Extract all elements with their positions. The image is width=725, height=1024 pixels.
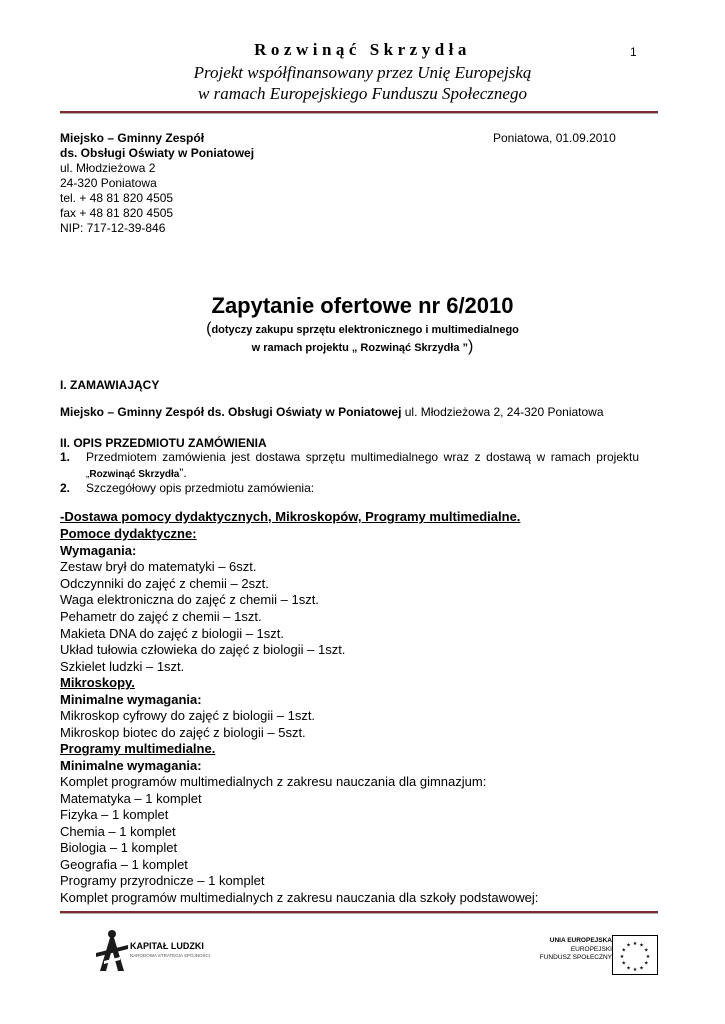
- sender-nip: NIP: 717-12-39-846: [60, 221, 166, 235]
- open-parenthesis: (: [206, 320, 212, 337]
- list-item: Zestaw brył do matematyki – 6szt.: [60, 559, 257, 574]
- header-divider: [60, 111, 658, 114]
- item2-text: Szczegółowy opis przedmiotu zamówienia:: [86, 481, 315, 495]
- open-quote: „: [86, 469, 90, 480]
- item1-number: 1.: [60, 450, 71, 464]
- requirements-label: Wymagania:: [60, 543, 137, 558]
- fund-line: w ramach Europejskiego Funduszu Społecznego: [198, 84, 527, 103]
- primary-intro: Komplet programów multimedialnych z zakresu nauczania dla szkoły podstawowej:: [60, 890, 539, 905]
- software-heading: Programy multimedialne.: [60, 741, 216, 756]
- list-item: Chemia – 1 komplet: [60, 824, 176, 839]
- sender-name-line2: ds. Obsługi Oświaty w Poniatowej: [60, 146, 255, 160]
- svg-text:★: ★: [644, 947, 649, 954]
- teaching-aids-heading: Pomoce dydaktyczne:: [60, 526, 197, 541]
- sender-tel: tel. + 48 81 820 4505: [60, 191, 174, 205]
- item1-project-name: [86, 466, 187, 480]
- eu-text-block: [520, 937, 612, 963]
- sender-name-line1: Miejsko – Gminny Zespół: [60, 131, 205, 145]
- sender-fax: fax + 48 81 820 4505: [60, 206, 174, 220]
- subtitle-text1: dotyczy zakupu sprzętu elektronicznego i multimedialnego: [211, 324, 519, 336]
- svg-text:★: ★: [644, 960, 649, 967]
- eu-flag-icon: [612, 935, 658, 975]
- gymnasium-intro: Komplet programów multimedialnych z zakresu nauczania dla gimnazjum:: [60, 774, 487, 789]
- project-name: Rozwinąć Skrzydła: [89, 469, 180, 480]
- svg-text:★: ★: [626, 942, 631, 949]
- eu-line1: UNIA EUROPEJSKA: [549, 937, 612, 944]
- close-parenthesis: ): [468, 338, 474, 355]
- list-item: Biologia – 1 komplet: [60, 840, 178, 855]
- eu-line3: FUNDUSZ SPOŁECZNY: [539, 954, 612, 961]
- svg-text:★: ★: [632, 941, 638, 947]
- list-item: Geografia – 1 komplet: [60, 857, 188, 872]
- svg-text:★: ★: [626, 965, 631, 972]
- list-item: Pehametr do zajęć z chemii – 1szt.: [60, 609, 262, 624]
- kapital-ludzki-title: KAPITAŁ LUDZKI: [130, 941, 204, 951]
- document-title: Zapytanie ofertowe nr 6/2010: [211, 293, 514, 318]
- cofinancing-line: Projekt współfinansowany przez Unię Europejską: [193, 63, 532, 82]
- svg-text:★: ★: [645, 954, 651, 960]
- list-item: Mikroskop biotec do zajęć z biologii – 5szt.: [60, 725, 306, 740]
- svg-text:★: ★: [632, 967, 638, 973]
- subtitle-text2: w ramach projektu „ Rozwinąć Skrzydła ”: [251, 342, 469, 354]
- list-item: Waga elektroniczna do zajęć z chemii – 1szt.: [60, 592, 319, 607]
- sender-city: 24-320 Poniatowa: [60, 176, 157, 190]
- min-requirements-label: Minimalne wymagania:: [60, 692, 202, 707]
- page-number: 1: [630, 45, 637, 59]
- kapital-ludzki-subtitle: NARODOWA STRATEGIA SPÓJNOŚCI: [130, 953, 211, 958]
- document-subtitle-line1: [0, 320, 725, 338]
- sender-street: ul. Młodzieżowa 2: [60, 161, 156, 175]
- close-quote: ”.: [179, 466, 187, 480]
- microscopes-heading: Mikroskopy.: [60, 675, 135, 690]
- project-title: Rozwinąć Skrzydła: [254, 40, 471, 59]
- svg-text:★: ★: [639, 965, 644, 972]
- kapital-ludzki-emblem-icon: [92, 927, 132, 973]
- list-item: Odczynniki do zajęć z chemii – 2szt.: [60, 576, 269, 591]
- list-item: Mikroskop cyfrowy do zajęć z biologii – 1szt.: [60, 708, 316, 723]
- item1-text: Przedmiotem zamówienia jest dostawa sprzętu multimedialnego wraz z dostawą w ramach projektu: [86, 450, 639, 464]
- details-main-heading: -Dostawa pomocy dydaktycznych, Mikroskopów, Programy multimedialne.: [60, 509, 521, 524]
- list-item: Fizyka – 1 komplet: [60, 807, 169, 822]
- item2-number: 2.: [60, 481, 71, 495]
- section2-heading: II. OPIS PRZEDMIOTU ZAMÓWIENIA: [60, 436, 267, 450]
- svg-text:★: ★: [621, 960, 626, 967]
- document-subtitle-line2: [0, 338, 725, 356]
- svg-text:★: ★: [621, 947, 626, 954]
- eu-stars-icon: [613, 936, 657, 974]
- footer-divider: [60, 911, 658, 914]
- section1-body: [60, 405, 660, 419]
- list-item: Szkielet ludzki – 1szt.: [60, 659, 185, 674]
- section1-heading: I. ZAMAWIAJĄCY: [60, 378, 160, 392]
- list-item: Matematyka – 1 komplet: [60, 791, 202, 806]
- svg-text:★: ★: [639, 942, 644, 949]
- orderer-address: ul. Młodzieżowa 2, 24-320 Poniatowa: [401, 405, 604, 419]
- orderer-name: Miejsko – Gminny Zespół ds. Obsługi Oświaty w Poniatowej: [60, 405, 402, 419]
- list-item: Układ tułowia człowieka do zajęć z biologii – 1szt.: [60, 642, 346, 657]
- kapital-ludzki-logo: [92, 927, 222, 973]
- document-date: Poniatowa, 01.09.2010: [493, 131, 616, 145]
- list-item: Programy przyrodnicze – 1 komplet: [60, 873, 265, 888]
- min-requirements-label: Minimalne wymagania:: [60, 758, 202, 773]
- eu-line2: EUROPEJSKI: [570, 945, 612, 953]
- list-item: Makieta DNA do zajęć z biologii – 1szt.: [60, 626, 284, 641]
- svg-text:★: ★: [619, 954, 625, 960]
